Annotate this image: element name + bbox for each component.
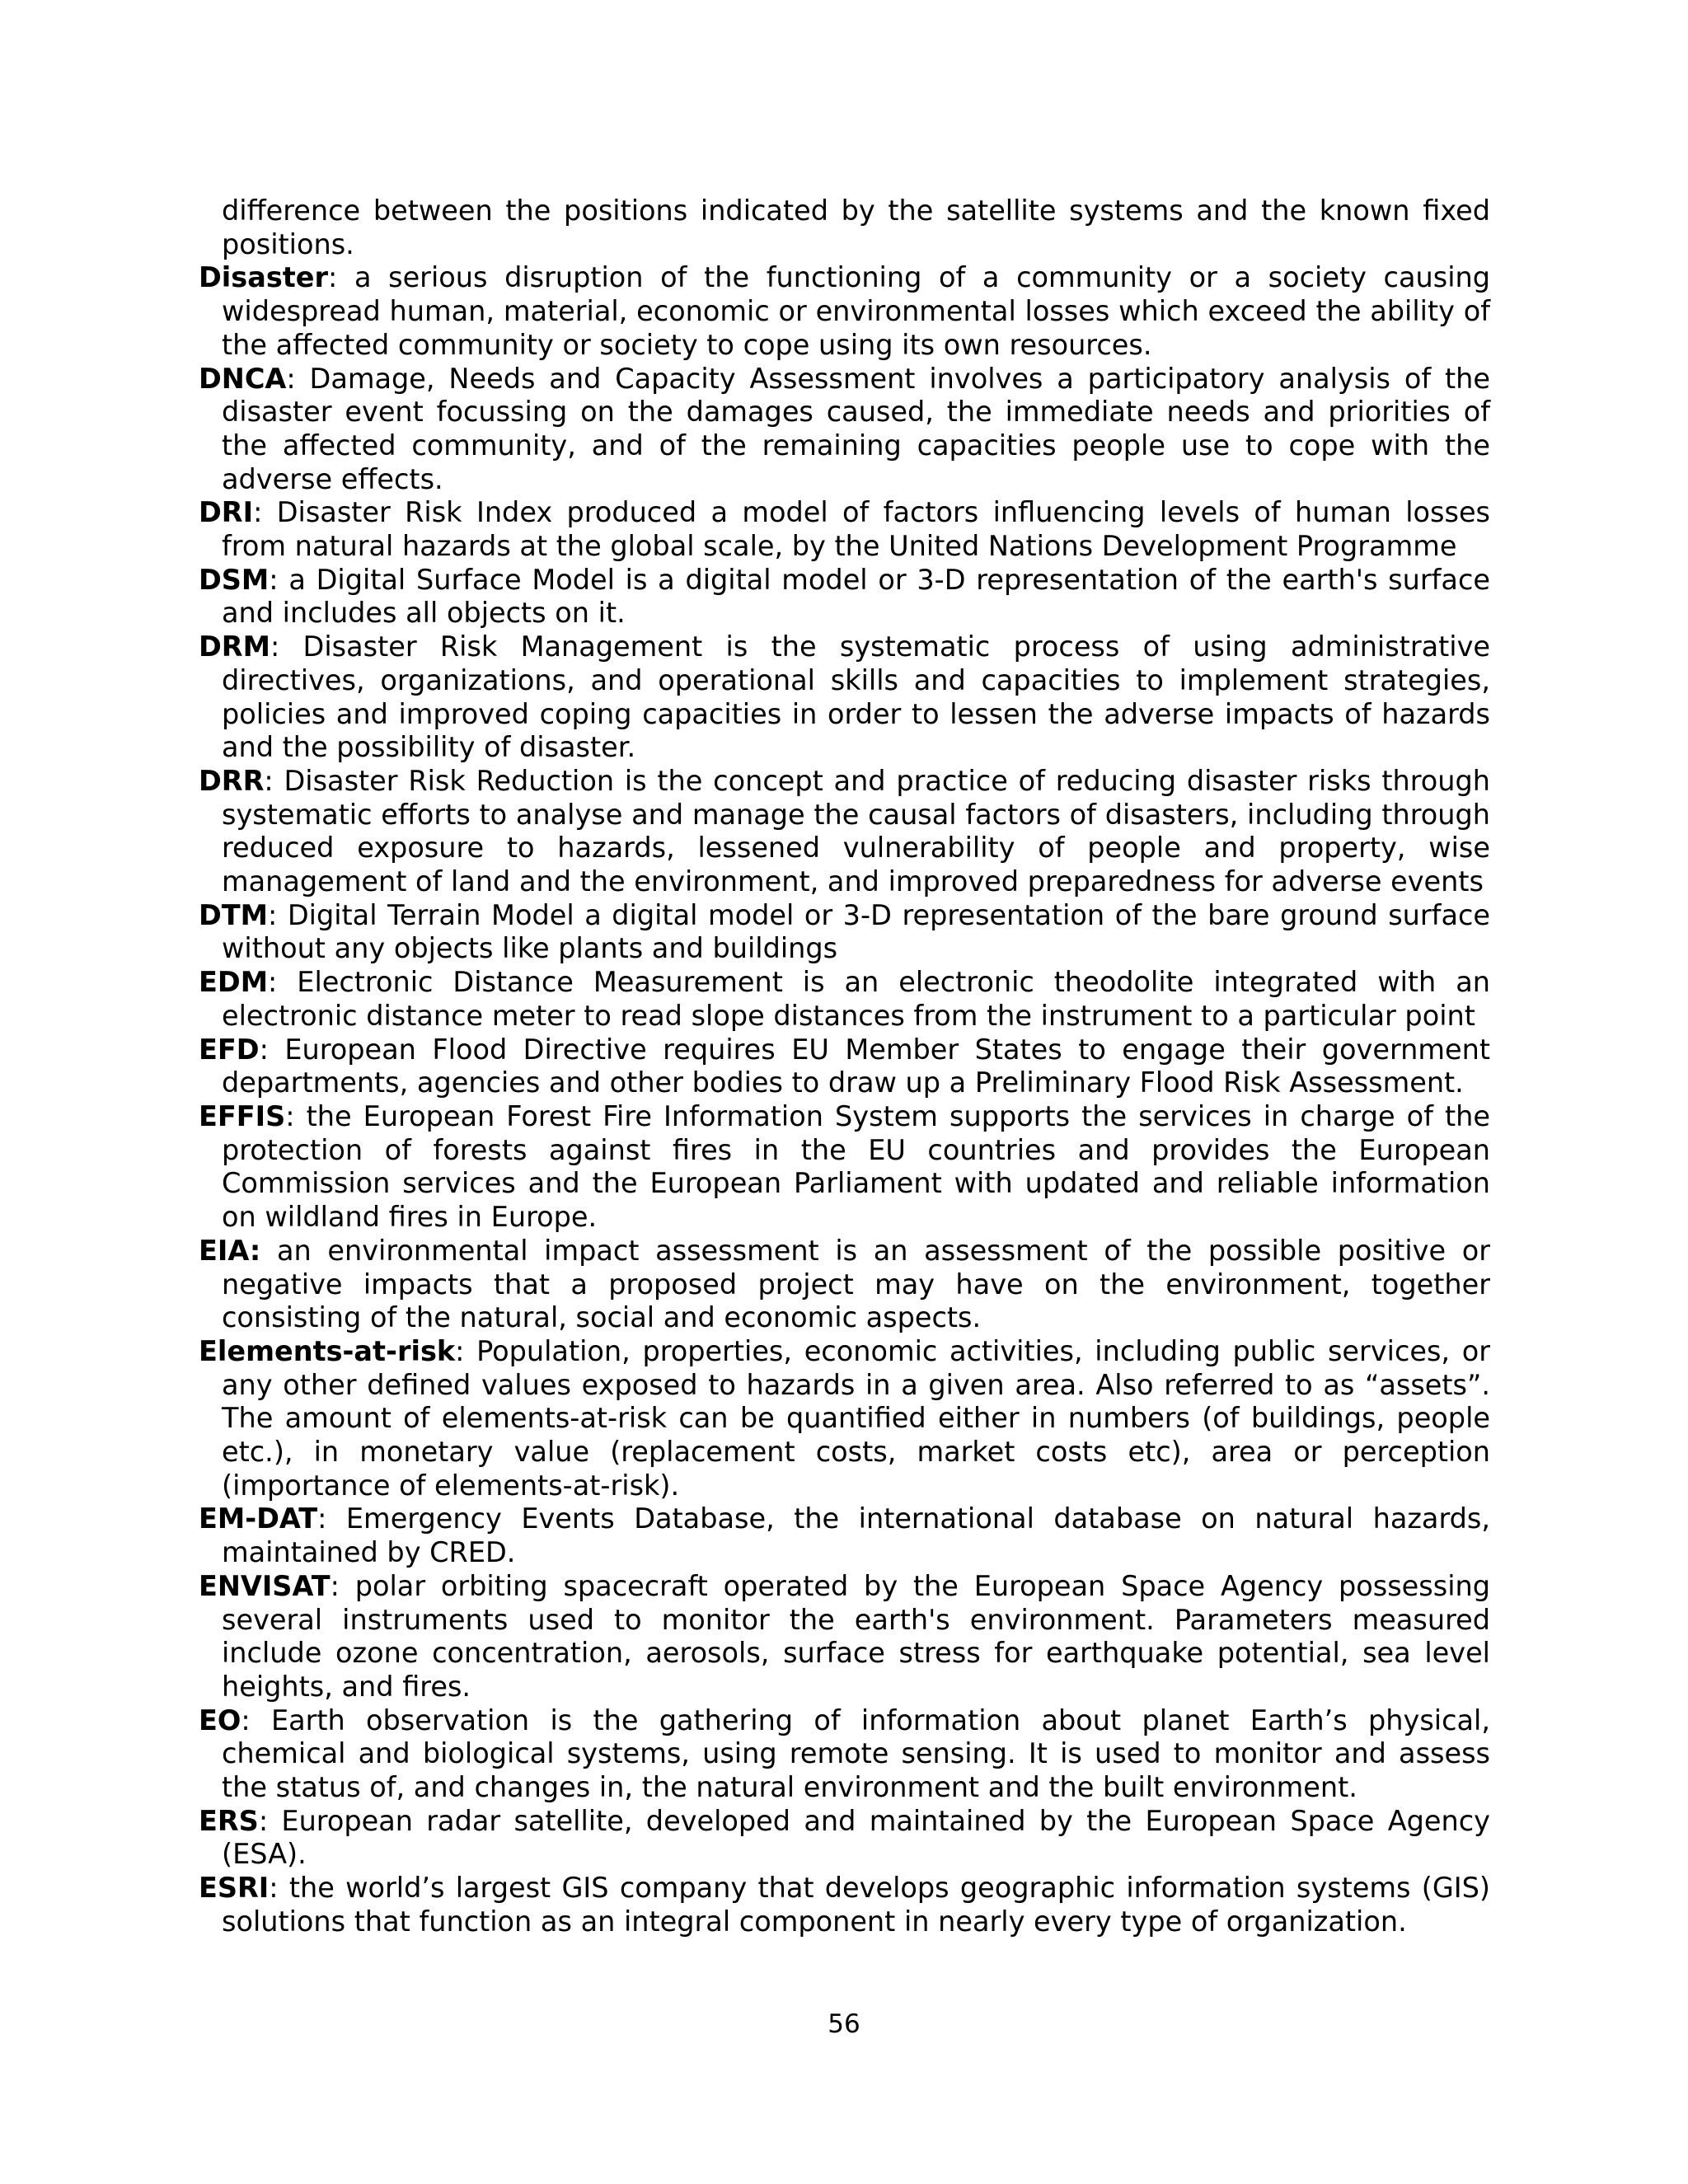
glossary-separator: :	[286, 362, 310, 395]
glossary-separator: :	[269, 1872, 289, 1905]
glossary-term: EM-DAT	[199, 1502, 318, 1535]
glossary-term: DNCA	[199, 362, 287, 395]
glossary-definition: a Digital Surface Model is a digital model or 3-D representation of the earth's surface and includes all objects on it.	[222, 563, 1490, 630]
glossary-entry	[199, 564, 1490, 630]
glossary-separator: :	[258, 1804, 282, 1837]
glossary-term: Disaster	[199, 261, 329, 294]
glossary-entry	[199, 966, 1490, 1033]
glossary-entry	[199, 1033, 1490, 1100]
glossary-definition: Damage, Needs and Capacity Assessment involves a participatory analysis of the disaster event focussing on the damages caused, the immediate needs and priorities of the affected community, and of the remaining capacities people use to cope with the adverse effects.	[222, 362, 1490, 495]
glossary-entry	[199, 1704, 1490, 1805]
glossary-term: EFD	[199, 1033, 260, 1066]
glossary-definition: Electronic Distance Measurement is an electronic theodolite integrated with an electronic distance meter to read slope distances from the instrument to a particular point	[222, 966, 1490, 1032]
glossary-separator: :	[264, 764, 284, 797]
glossary-definition: European Flood Directive requires EU Member States to engage their government departments, agencies and other bodies to draw up a Preliminary Flood Risk Assessment.	[222, 1033, 1491, 1099]
glossary-entry	[199, 1570, 1490, 1704]
glossary-entry	[199, 899, 1490, 966]
glossary-term: EIA:	[199, 1234, 261, 1267]
glossary-term: EFFIS	[199, 1099, 286, 1132]
glossary-definition: a serious disruption of the functioning of a community or a society causing widespread human, material, economic or environmental losses which exceed the ability of the affected community or society to cope using its own resources.	[222, 261, 1490, 361]
glossary-term: DTM	[199, 898, 268, 931]
glossary-separator	[260, 1235, 277, 1267]
glossary-term: DRM	[199, 630, 270, 663]
glossary-separator: :	[328, 261, 354, 294]
glossary-entry	[199, 1100, 1490, 1235]
glossary-entry	[199, 630, 1490, 765]
glossary-definition: Disaster Risk Reduction is the concept and practice of reducing disaster risks through systematic efforts to analyse and manage the causal factors of disasters, including through reduced exposure to hazards, lessened vulnerability of people and property, wise management of land and the environment, and improved preparedness for adverse events	[222, 764, 1490, 898]
glossary-entry	[199, 765, 1490, 899]
glossary-entries	[199, 261, 1490, 1938]
glossary-definition: Earth observation is the gathering of information about planet Earth’s physical, chemical and biological systems, using remote sensing. It is used to monitor and assess the status of, and changes in, the natural environment and the built environment.	[222, 1704, 1490, 1804]
glossary-definition: polar orbiting spacecraft operated by the European Space Agency possessing several instruments used to monitor the earth's environment. Parameters measured include ozone concentration, aerosols, surface stress for earthquake potential, sea level heights, and fires.	[222, 1569, 1491, 1703]
glossary-definition: the world’s largest GIS company that develops geographic information systems (GIS) solutions that function as an integral component in nearly every type of organization.	[222, 1872, 1491, 1938]
glossary-separator: :	[285, 1099, 307, 1132]
glossary-entry	[199, 1805, 1490, 1872]
glossary-definition: Digital Terrain Model a digital model or 3-D representation of the bare ground surface without any objects like plants and buildings	[222, 898, 1491, 965]
glossary-separator: :	[330, 1569, 355, 1602]
glossary-list	[199, 194, 1490, 1939]
glossary-term: ENVISAT	[199, 1569, 331, 1602]
glossary-entry	[199, 1335, 1490, 1503]
glossary-entry	[199, 261, 1490, 362]
glossary-definition: European radar satellite, developed and maintained by the European Space Agency (ESA).	[222, 1804, 1490, 1871]
glossary-term: DRR	[199, 764, 265, 797]
glossary-term: EDM	[199, 966, 269, 999]
glossary-entry	[199, 1502, 1490, 1569]
glossary-definition: Emergency Events Database, the international database on natural hazards, maintained by CRED.	[222, 1502, 1491, 1569]
page-body	[199, 194, 1490, 1939]
glossary-definition: Disaster Risk Index produced a model of factors influencing levels of human losses from natural hazards at the global scale, by the United Nations Development Programme	[222, 496, 1491, 563]
glossary-term: Elements-at-risk	[199, 1334, 456, 1367]
glossary-term: DRI	[199, 496, 254, 529]
glossary-separator: :	[259, 1033, 285, 1066]
glossary-definition: Disaster Risk Management is the systematic process of using administrative directives, organizations, and operational skills and capacities to implement strategies, policies and improved coping capacities in order to lessen the adverse impacts of hazards and the possibility of disaster.	[222, 630, 1490, 764]
glossary-term: ERS	[199, 1804, 259, 1837]
glossary-separator: :	[268, 966, 298, 999]
glossary-definition: the European Forest Fire Information System supports the services in charge of the protection of forests against fires in the EU countries and provides the European Commission services and the European Parliament with updated and reliable information on wildland fires in Europe.	[222, 1099, 1490, 1234]
glossary-definition: Population, properties, economic activities, including public services, or any other defined values exposed to hazards in a given area. Also referred to as “assets”. The amount of elements-at-risk can be quantified either in numbers (of buildings, people etc.), in monetary value (replacement costs, market costs etc), area or perception (importance of elements-at-risk).	[222, 1334, 1491, 1502]
glossary-separator: :	[269, 563, 289, 596]
glossary-separator: :	[268, 898, 288, 931]
glossary-continuation-text: difference between the positions indicated by the satellite systems and the known fixed positions.	[222, 194, 1490, 260]
glossary-entry	[199, 1235, 1490, 1335]
glossary-entry	[199, 496, 1490, 563]
glossary-term: EO	[199, 1704, 241, 1736]
glossary-separator: :	[270, 630, 303, 663]
glossary-separator: :	[241, 1704, 271, 1736]
glossary-term: ESRI	[199, 1872, 270, 1905]
glossary-separator: :	[253, 496, 277, 529]
glossary-separator: :	[455, 1334, 477, 1367]
glossary-separator: :	[317, 1502, 346, 1535]
page-number: 56	[828, 2009, 860, 2039]
glossary-term: DSM	[199, 563, 270, 596]
glossary-entry	[199, 1872, 1490, 1938]
glossary-entry	[199, 363, 1490, 497]
glossary-definition: an environmental impact assessment is an assessment of the possible positive or negative impacts that a proposed project may have on the environment, together consisting of the natural, social and economic aspects.	[222, 1234, 1491, 1334]
